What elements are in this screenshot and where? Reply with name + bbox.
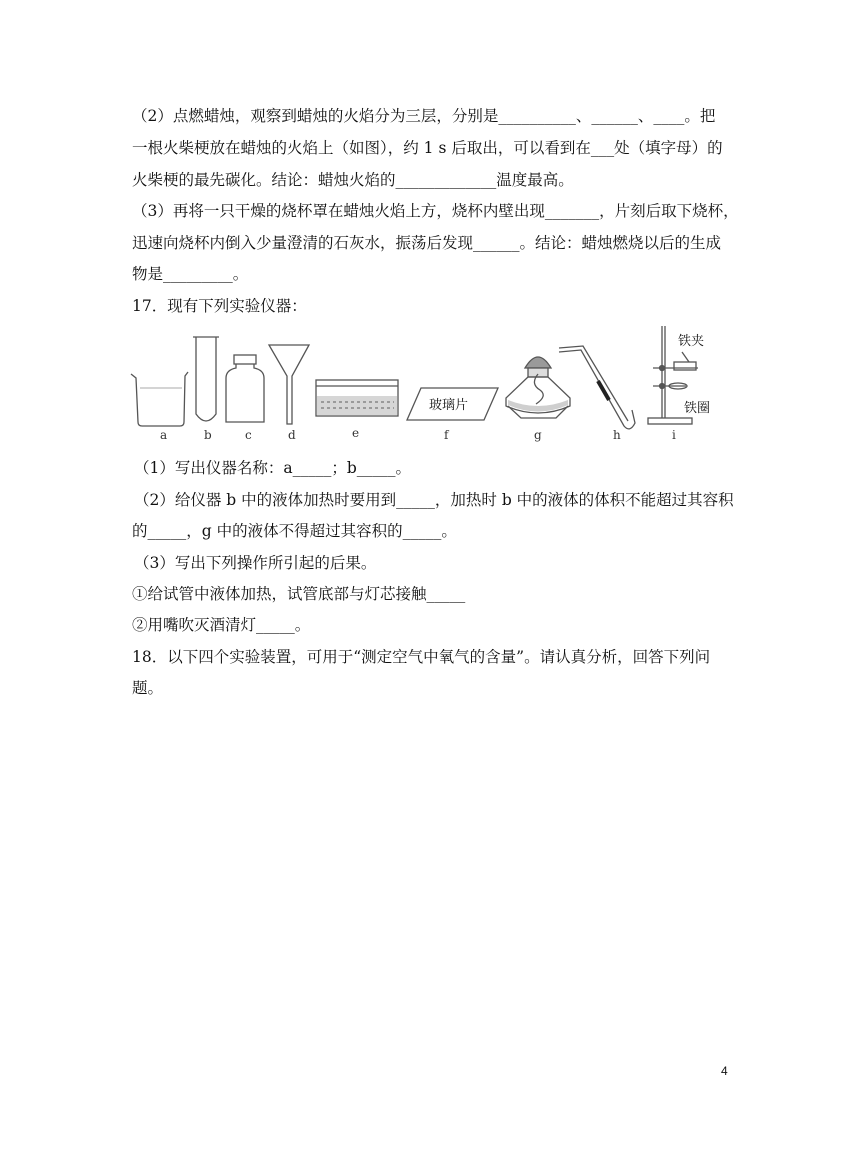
bent-glass-tube-h [559, 346, 635, 429]
alcohol-lamp-g [506, 357, 570, 418]
label-e: e [352, 426, 360, 440]
text-line-10: 的_____，g 中的液体不得超过其容积的_____。 [132, 522, 457, 540]
text-line-2: 一根火柴梗放在蜡烛的火焰上（如图），约 1 s 后取出，可以看到在___处（填字母）的 [132, 139, 723, 157]
text-line-8: （1）写出仪器名称：a_____；b_____。 [134, 459, 412, 477]
label-g: g [534, 428, 542, 442]
iron-stand-i [648, 326, 710, 424]
label-h: h [613, 428, 621, 442]
text-line-5: 迅速向烧杯内倒入少量澄清的石灰水，振荡后发现______。结论：蜡烛燃烧以后的生成 [132, 234, 722, 252]
funnel-d [269, 345, 309, 424]
text-line-11: （3）写出下列操作所引起的后果。 [134, 554, 377, 572]
apparatus-figure [126, 318, 726, 448]
text-line-4: （3）再将一只干燥的烧杯罩在蜡烛火焰上方，烧杯内壁出现_______，片刻后取下烧杯， [132, 202, 739, 220]
iron-clamp-label: 铁夹 [678, 334, 705, 349]
glass-plate-f [407, 388, 498, 420]
text-line-9: （2）给仪器 b 中的液体加热时要用到_____，加热时 b 中的液体的体积不能超过其容积 [134, 491, 734, 509]
text-line-12: ①给试管中液体加热，试管底部与灯芯接触_____ [132, 585, 466, 603]
text-line-1: （2）点燃蜡烛，观察到蜡烛的火焰分为三层，分别是__________、______、____。把 [132, 107, 716, 125]
text-line-6: 物是_________。 [132, 265, 249, 283]
iron-ring-label: 铁圈 [684, 401, 711, 416]
label-a: a [160, 428, 168, 442]
trough-e [316, 380, 398, 416]
label-f: f [444, 428, 449, 442]
question-18-title: 18．以下四个实验装置，可用于“测定空气中氧气的含量”。请认真分析，回答下列问 [132, 648, 711, 666]
label-c: c [245, 428, 252, 442]
text-line-13: ②用嘴吹灭酒清灯_____。 [132, 616, 311, 634]
question-17-title: 17．现有下列实验仪器： [132, 297, 307, 315]
text-line-3: 火柴梗的最先碳化。结论：蜡烛火焰的_____________温度最高。 [132, 171, 574, 189]
test-tube-b [193, 337, 219, 421]
label-d: d [288, 428, 296, 442]
beaker-a [131, 372, 188, 426]
glass-plate-label: 玻璃片 [429, 398, 469, 413]
reagent-bottle-c [226, 355, 264, 422]
text-line-15: 题。 [132, 679, 164, 697]
page-number: 4 [721, 1064, 728, 1078]
label-i: i [672, 428, 676, 442]
label-b: b [204, 428, 212, 442]
